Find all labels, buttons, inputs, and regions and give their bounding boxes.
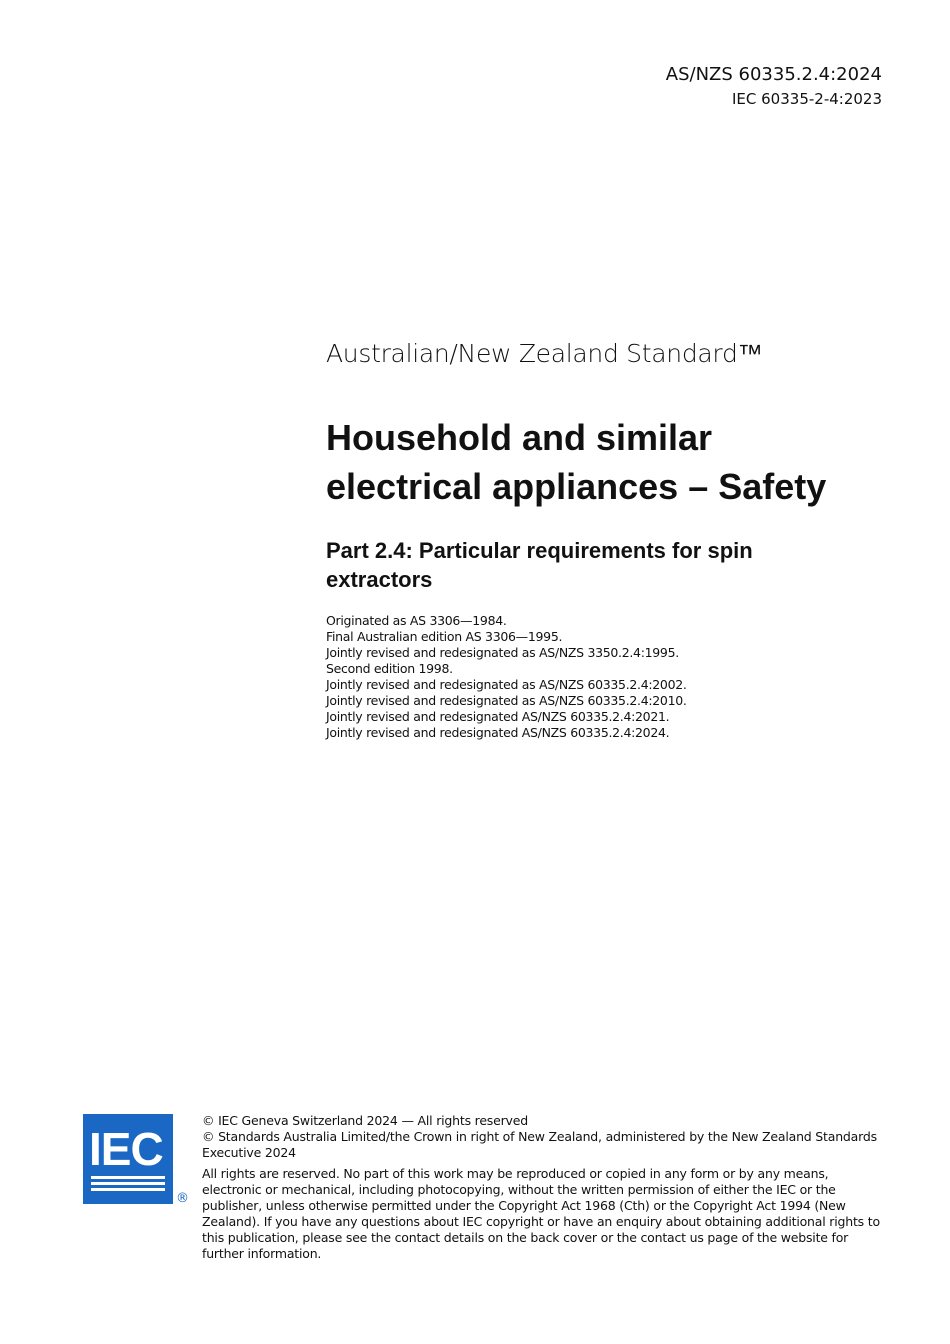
part-line-2: extractors [326,567,433,592]
history-item: Final Australian edition AS 3306—1995. [326,629,563,644]
history-item: Jointly revised and redesignated as AS/NZS 60335.2.4:2010. [326,693,687,708]
iec-logo-stripes [91,1176,165,1194]
history-item: Jointly revised and redesignated as AS/NZS 60335.2.4:2002. [326,677,687,692]
title-line-1: Household and similar [326,417,713,458]
document-title [326,413,886,511]
standard-series: Australian/New Zealand Standard™ [326,339,763,368]
standard-number: AS/NZS 60335.2.4:2024 [665,64,882,85]
publication-history [326,613,886,741]
history-item: Jointly revised and redesignated as AS/NZS 3350.2.4:1995. [326,645,679,660]
history-item: Second edition 1998. [326,661,453,676]
title-line-2: electrical appliances – Safety [326,466,827,507]
copyright-iec: © IEC Geneva Switzerland 2024 — All rights reserved [202,1113,528,1128]
part-title [326,536,886,594]
copyright-standards-australia: © Standards Australia Limited/the Crown in right of New Zealand, administered by the New Zealand Standards Executive 2024 [202,1129,877,1160]
part-line-1: Part 2.4: Particular requirements for spin [326,538,753,563]
iec-logo-text: IEC [89,1123,163,1175]
history-item: Jointly revised and redesignated AS/NZS 60335.2.4:2021. [326,709,670,724]
iec-standard-number: IEC 60335-2-4:2023 [732,90,882,108]
history-item: Jointly revised and redesignated AS/NZS 60335.2.4:2024. [326,725,670,740]
history-item: Originated as AS 3306—1984. [326,613,507,628]
rights-notice: All rights are reserved. No part of this work may be reproduced or copied in any form or by any means, electronic or mechanical, including photocopying, without the written permission of either the IEC or the publisher, unless otherwise permitted under the Copyright Act 1968 (Cth) or the Copyright Act 1994 (New Zealand). If you have any questions about IEC copyright or have an enquiry about obtaining additional rights to this publication, please see the contact details on the back cover or the contact us page of the website for further information. [202,1166,880,1261]
iec-logo [83,1114,173,1204]
registered-mark: ® [176,1191,189,1206]
copyright-notice [202,1113,882,1161]
